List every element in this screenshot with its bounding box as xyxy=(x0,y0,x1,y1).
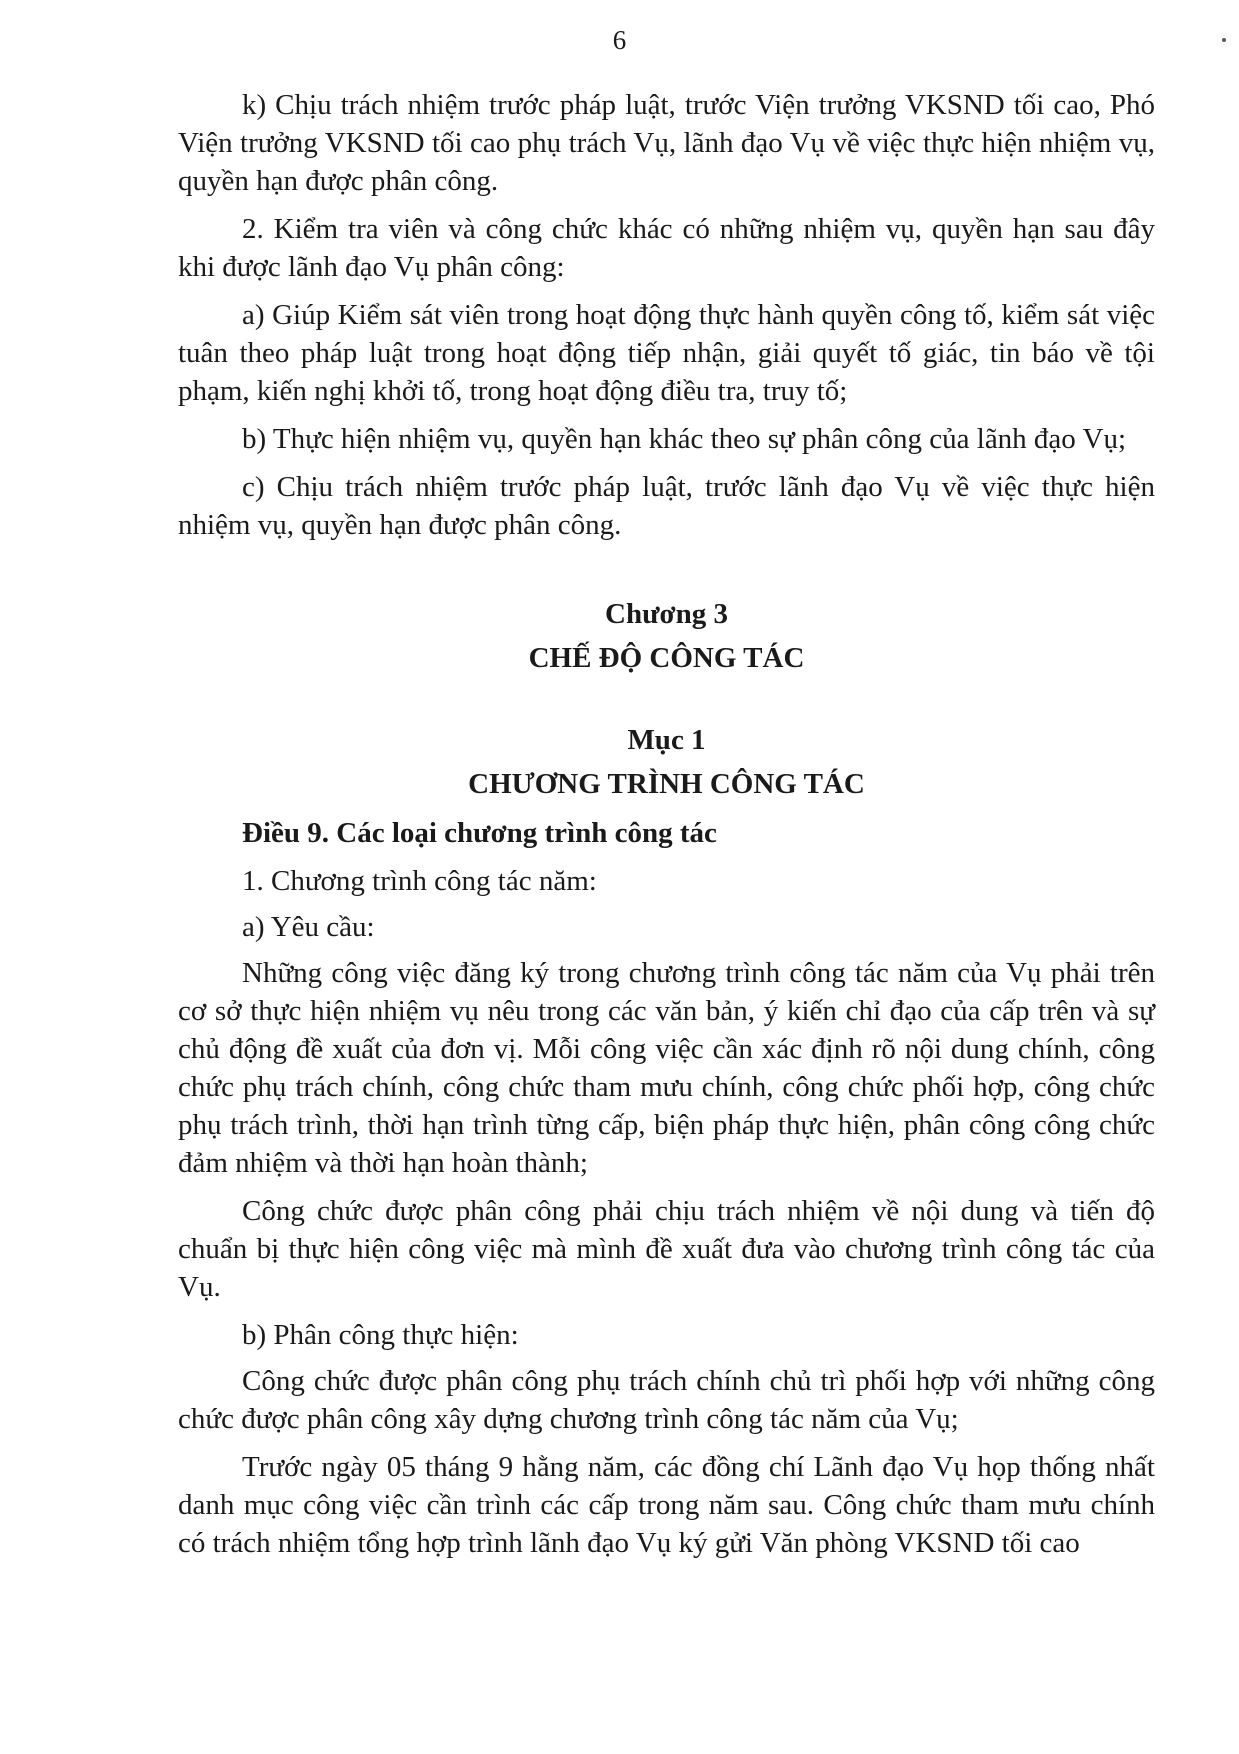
paragraph-responsibility: Công chức được phân công phải chịu trách nhiệm về nội dung và tiến độ chuẩn bị thực hiện công việc mà mình đề xuất đưa vào chương trình công tác của Vụ. xyxy=(178,1195,1155,1303)
paragraph-deadline: Trước ngày 05 tháng 9 hằng năm, các đồng chí Lãnh đạo Vụ họp thống nhất danh mục công việc cần trình các cấp trong năm sau. Công chức tham mưu chính có trách nhiệm tổng hợp trình lãnh đạo Vụ ký gửi Văn phòng VKSND tối cao xyxy=(178,1451,1155,1559)
paragraph-2c: c) Chịu trách nhiệm trước pháp luật, trước lãnh đạo Vụ về việc thực hiện nhiệm vụ, quyền hạn được phân công. xyxy=(178,471,1155,541)
paragraph-k: k) Chịu trách nhiệm trước pháp luật, trước Viện trưởng VKSND tối cao, Phó Viện trưởng VKSND tối cao phụ trách Vụ, lãnh đạo Vụ về việc thực hiện nhiệm vụ, quyền hạn được phân công. xyxy=(178,89,1155,197)
section-label: Mục 1 xyxy=(627,724,706,756)
paragraph-2a: a) Giúp Kiểm sát viên trong hoạt động thực hành quyền công tố, kiểm sát việc tuân theo pháp luật trong hoạt động tiếp nhận, giải quyết tố giác, tin báo về tội phạm, kiến nghị khởi tố, trong hoạt động điều tra, truy tố; xyxy=(178,299,1155,407)
paragraph-2: 2. Kiểm tra viên và công chức khác có những nhiệm vụ, quyền hạn sau đây khi được lãnh đạo Vụ phân công: xyxy=(178,213,1155,283)
paragraph-2b: b) Thực hiện nhiệm vụ, quyền hạn khác theo sự phân công của lãnh đạo Vụ; xyxy=(242,423,1127,455)
paragraph-1: 1. Chương trình công tác năm: xyxy=(242,865,597,897)
section-title: CHƯƠNG TRÌNH CÔNG TÁC xyxy=(468,768,865,800)
chapter-label: Chương 3 xyxy=(605,598,728,630)
paragraph-1b: b) Phân công thực hiện: xyxy=(242,1319,519,1351)
paragraph-1a: a) Yêu cầu: xyxy=(242,911,375,943)
spacer xyxy=(178,554,1155,594)
page-number: 6 xyxy=(612,25,627,55)
chapter-title: CHẾ ĐỘ CÔNG TÁC xyxy=(528,642,805,674)
paragraph-requirements: Những công việc đăng ký trong chương trình công tác năm của Vụ phải trên cơ sở thực hiện nhiệm vụ nêu trong các văn bản, ý kiến chỉ đạo của cấp trên và sự chủ động đề xuất của đơn vị. Mỗi công việc cần xác định rõ nội dung chính, công chức phụ trách chính, công chức tham mưu chính, công chức phối hợp, công chức phụ trách trình, thời hạn trình từng cấp, biện pháp thực hiện, phân công công chức đảm nhiệm và thời hạn hoàn thành; xyxy=(178,957,1155,1179)
spacer xyxy=(178,680,1155,720)
document-body xyxy=(178,86,1155,1572)
scan-mark xyxy=(1222,38,1226,42)
article-title: Điều 9. Các loại chương trình công tác xyxy=(242,817,717,849)
paragraph-assignment: Công chức được phân công phụ trách chính chủ trì phối hợp với những công chức được phân công xây dựng chương trình công tác năm của Vụ; xyxy=(178,1365,1155,1435)
